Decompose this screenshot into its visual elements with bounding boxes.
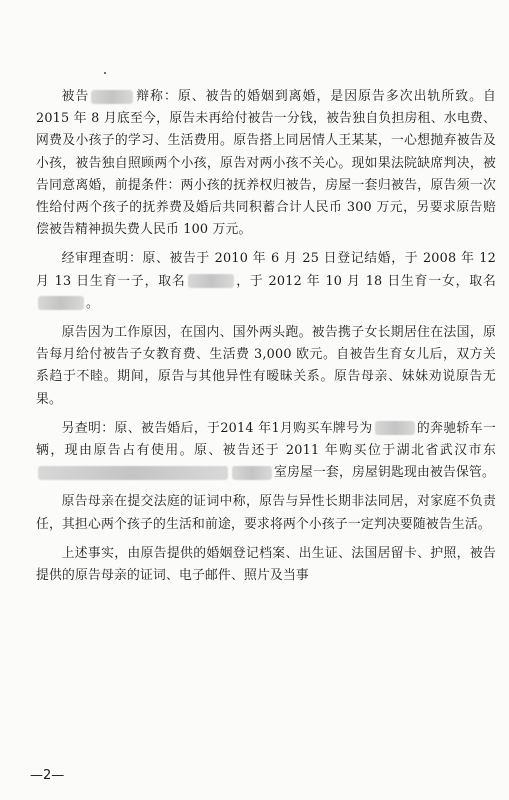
text-run: 经审理查明：原、被告于 2010 年 6 月 25 日登记结婚，于 2008 年 12 月 13 日生育一子，取名: [36, 251, 496, 289]
paragraph-defendant-statement: [36, 86, 496, 241]
redacted-name: [91, 90, 133, 104]
document-body: [36, 86, 496, 587]
text-run: 原告因为工作原因，在国内、国外两头跑。被告携子女长期居住在法国，原告每月给付被告子女教育费、生活费 3,000 欧元。自被告生育女儿后，双方关系趋于不睦。期间，原告与其他异性有暧昧关系。原告母亲、妹妹劝说原告无果。: [36, 325, 496, 407]
text-run: 被告: [61, 89, 90, 104]
text-run: 另查明：原、被告婚后，于2014 年1月购买车牌号为: [61, 420, 373, 436]
text-run: 的奔驰轿车一辆，现由原告占有使用。原、被告还于 2011 年购买位于湖北省武汉市东: [36, 420, 496, 459]
text-run: ，于 2012 年 10 月 18 日生育一女，取名: [235, 273, 496, 289]
paragraph-mother-testimony: [36, 491, 496, 535]
text-run: 辩称：原、被告的婚姻到离婚，是因原告多次出轨所致。自 2015 年 8 月底至今，原告未再给付被告一分钱，被告独自负担房租、水电费、网费及小孩子的学习、生活费用。原告搭上同居情人王某某，一心想抛弃被告及小孩，被告独自照顾两个小孩，原告对两小孩不关心。现如果法院缺席判决，被告同意离婚，前提条件：两小孩的抚养权归被告，房屋一套归被告，原告须一次性给付两个孩子的抚养费及婚后共同积蓄合计人民币 300 万元，另要求原告赔偿被告精神损失费人民币 100 万元。: [36, 89, 496, 238]
page-number: —2—: [30, 768, 65, 783]
paragraph-work-reasons: [36, 322, 496, 411]
redacted-address: [232, 466, 272, 480]
redacted-name: [188, 274, 234, 288]
text-run: 室房屋一套，房屋钥匙现由被告保管。: [274, 465, 495, 481]
redacted-name: [38, 296, 84, 310]
text-run: 。: [86, 295, 99, 311]
text-run: 上述事实，由原告提供的婚姻登记档案、出生证、法国居留卡、护照，被告提供的原告母亲的证词、电子邮件、照片及当事: [36, 545, 496, 584]
text-run: 原告母亲在提交法庭的证词中称，原告与异性长期非法同居，对家庭不负责任，其担心两个孩子的生活和前途，要求将两个小孩子一定判决要随被告生活。: [36, 494, 496, 532]
redacted-plate-number: [375, 421, 415, 435]
paragraph-property: [36, 418, 496, 485]
paragraph-findings: [36, 248, 496, 315]
redacted-address: [38, 466, 228, 480]
paragraph-evidence: [36, 543, 496, 587]
scan-speck: [104, 72, 106, 74]
